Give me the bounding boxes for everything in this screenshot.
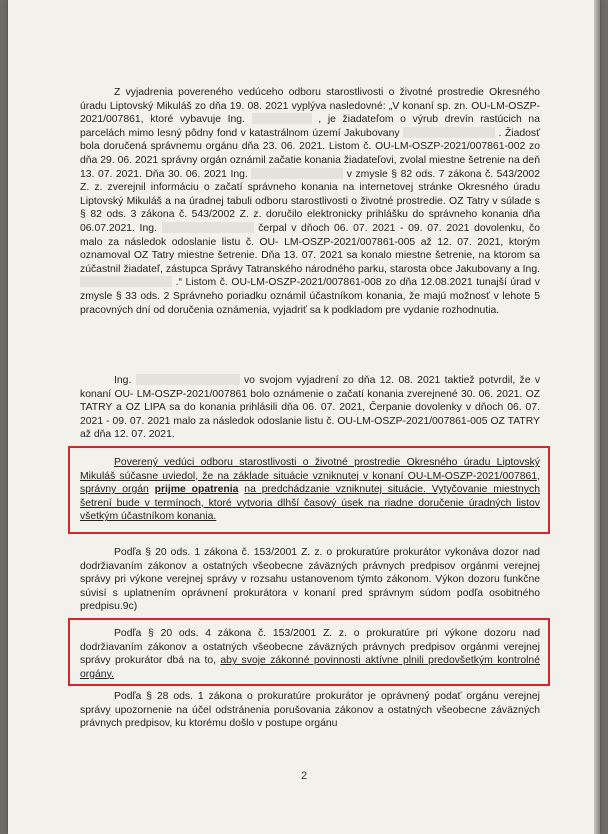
paragraph-section-20-4: Podľa § 20 ods. 4 zákona č. 153/2001 Z. z. o prokuratúre pri výkone dozoru nad dodržiavaním zákonov a ostatných všeobecne záväzných právnych predpisov orgánmi verejnej správy prokurátor dbá na to, aby svoje zákonné povinnosti aktívne plnili predovšetkým kontrolné orgány. bbox=[80, 628, 540, 680]
paragraph-measures: Poverený vedúci odboru starostlivosti o životné prostredie Okresného úradu Liptovský Mikuláš súčasne uviedol, že na základe situácie vzniknutej v konaní OU-LM-OSZP-2021/007861, správny orgán prijme opatrenia na predchádzanie vzniknutej situácie. Vytyčovanie miestnych šetrení bude v termínoch, ktoré vytvoria dlhší časový úsek na riadne doručenie úradných listov všetkým účastníkom konania. bbox=[80, 457, 540, 523]
redaction bbox=[162, 222, 254, 233]
paragraph-section-20-1: Podľa § 20 ods. 1 zákona č. 153/2001 Z. z. o prokuratúre prokurátor vykonáva dozor nad dodržiavaním zákonov a ostatných všeobecne záväzných právnych predpisov orgánmi verejnej správy pri výkone verejnej správy v rozsahu ustanovenom týmto zákonom. Výkon dozoru funkčne súvisí s uplatnením oprávnení prokurátora v konaní pred správnym súdom podľa osobitného predpisu.9c) bbox=[80, 547, 540, 613]
paragraph-opinion: Z vyjadrenia povereného vedúceho odboru starostlivosti o životné prostredie Okresného úradu Liptovský Mikuláš zo dňa 19. 08. 2021 vyplýva nasledovné: „V konaní sp. zn. OU-LM-OSZP-2021/007861, ktoré vybavuje Ing. , je žiadateľom o výrub drevín rastúcich na parcelách mimo lesný pôdny fond v katastrálnom území Jakubovany . Žiadosť bola doručená správnemu orgánu dňa 23. 06. 2021. Listom č. OU-LM-OSZP-2021/007861-002 zo dňa 29. 06. 2021 správny orgán oznámil začatie konania žiadateľovi, zvolal miestne šetrenie na deň 13. 07. 2021. Dňa 30. 06. 2021 Ing. v zmysle § 82 ods. 7 zákona č. 543/2002 Z. z. zverejnil informáciu o začatí správneho konania na internetovej stránke Okresného úradu Liptovský Mikuláš a na úradnej tabuli odboru starostlivosti o životné prostredie. OZ Tatry v súlade s § 82 ods. 3 zákona č. 543/2002 Z. z. doručilo elektronicky prihlášku do správneho konania dňa 06.07.2021. Ing. čerpal v dňoch 06. 07. 2021 - 09. 07. 2021 dovolenku, čo malo za následok odoslanie listu č. OU- LM-OSZP-2021/007861-005 až 12. 07. 2021, ktorým oznamoval OZ Tatry miestne šetrenie. Dňa 13. 07. 2021 sa konalo miestne šetrenie, na ktorom sa zúčastnil žiadateľ, zástupca Správy Tatranského národného parku, starosta obce Jakubovany a Ing. .“ Listom č. OU-LM-OSZP-2021/007861-008 zo dňa 12.08.2021 tunajší úrad v zmysle § 33 ods. 2 Správneho poriadku oznámil účastníkom konania, že majú možnosť v lehote 5 pracovných dní od doručenia oznámenia, vyjadriť sa k podkladom pre vydanie rozhodnutia. bbox=[80, 87, 541, 316]
paragraph-confirmation: Ing. vo svojom vyjadrení zo dňa 12. 08. 2021 taktiež potvrdil, že v konaní OU- LM-OSZP-2021/007861 bolo oznámenie o začatí konania zverejnené 30. 06. 2021. OZ TATRY a OZ LIPA sa do konania prihlásili dňa 06. 07. 2021, Čerpanie dovolenky v dňoch 06. 07. 2021 - 09. 07. 2021 malo za následok odoslanie listu č. OU-LM-OSZP-2021/007861-005 OZ TATRY až dňa 12. 07. 2021. bbox=[80, 375, 541, 441]
document-page bbox=[8, 0, 600, 834]
redaction bbox=[252, 113, 312, 124]
paragraph-section-28-1: Podľa § 28 ods. 1 zákona o prokuratúre prokurátor je oprávnený podať orgánu verejnej správy upozornenie na účel odstránenia porušovania zákonov a ostatných všeobecne záväzných právnych predpisov, ku ktorému došlo v postupe orgánu bbox=[80, 691, 540, 730]
redaction bbox=[403, 127, 495, 138]
redaction bbox=[80, 276, 172, 287]
page-number: 2 bbox=[300, 770, 308, 782]
page-edge-shadow bbox=[594, 0, 600, 834]
redaction bbox=[136, 374, 240, 385]
redaction bbox=[251, 168, 343, 179]
